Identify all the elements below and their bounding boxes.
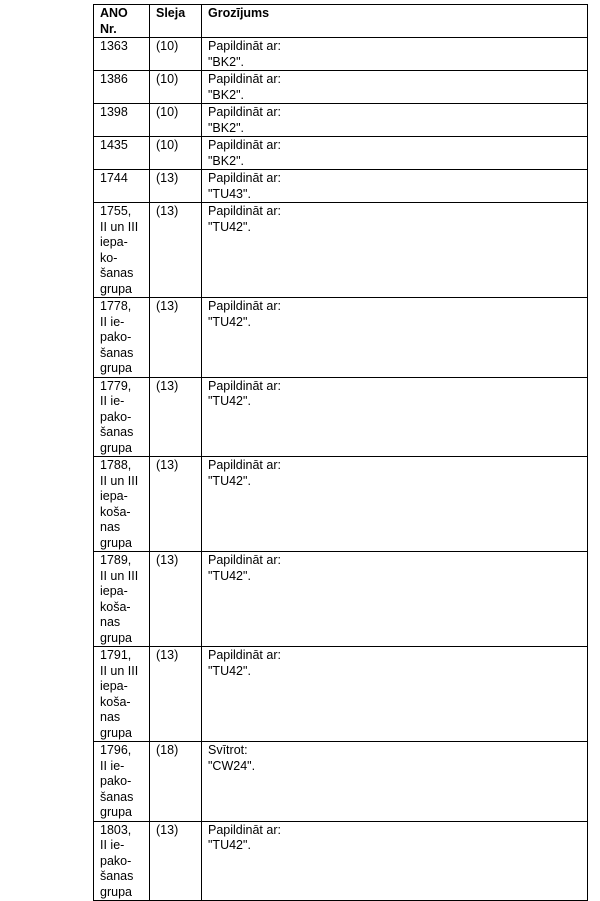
table-row xyxy=(94,377,588,457)
cell-grozijums xyxy=(202,377,588,457)
sleja-value: (13) xyxy=(156,299,179,313)
cell-grozijums xyxy=(202,203,588,298)
cell-ano-nr xyxy=(94,298,150,378)
cell-grozijums xyxy=(202,647,588,742)
ano-nr-line: šanas xyxy=(100,266,134,280)
ano-nr-line: šanas xyxy=(100,425,134,439)
cell-ano-nr xyxy=(94,647,150,742)
cell-grozijums xyxy=(202,457,588,552)
cell-grozijums xyxy=(202,552,588,647)
table-row xyxy=(94,104,588,137)
sleja-value: (13) xyxy=(156,378,179,393)
ano-nr-line: 1796, xyxy=(100,743,132,757)
grozijums-line: Papildināt ar: xyxy=(208,822,281,837)
cell-sleja xyxy=(150,377,202,457)
cell-ano-nr xyxy=(94,38,150,71)
ano-nr-line: 1744 xyxy=(100,171,128,185)
ano-nr-line: 1779, xyxy=(100,378,132,393)
cell-sleja xyxy=(150,457,202,552)
ano-nr-line: koša- xyxy=(100,694,131,709)
ano-nr-line: grupa xyxy=(100,805,132,819)
cell-ano-nr xyxy=(94,821,150,901)
ano-nr-line: iepa- xyxy=(100,679,128,693)
table-row xyxy=(94,170,588,203)
sleja-value: (18) xyxy=(156,743,179,757)
grozijums-line: "BK2". xyxy=(208,120,244,135)
cell-ano-nr xyxy=(94,552,150,647)
grozijums-line: Papildināt ar: xyxy=(208,72,281,86)
cell-ano-nr xyxy=(94,104,150,137)
ano-nr-line: grupa xyxy=(100,361,132,375)
grozijums-line: Papildināt ar: xyxy=(208,171,281,185)
ano-nr-line: grupa xyxy=(100,725,132,740)
ano-nr-line: koša- xyxy=(100,504,131,519)
ano-nr-line: II un III xyxy=(100,568,139,583)
cell-sleja xyxy=(150,821,202,901)
ano-nr-line: 1803, xyxy=(100,822,132,837)
ano-nr-line: II un III xyxy=(100,473,139,488)
grozijums-line: Papildināt ar: xyxy=(208,204,281,218)
grozijums-line: "TU42". xyxy=(208,219,251,234)
ano-nr-line: iepa- xyxy=(100,235,128,249)
table-row xyxy=(94,71,588,104)
ano-nr-line: 1789, xyxy=(100,553,132,567)
cell-sleja xyxy=(150,552,202,647)
sleja-value: (10) xyxy=(156,138,179,152)
ano-nr-line: pako- xyxy=(100,853,132,868)
cell-ano-nr xyxy=(94,742,150,822)
header-nr-line: Nr. xyxy=(100,21,117,36)
ano-nr-line: nas xyxy=(100,710,121,724)
ano-nr-line: grupa xyxy=(100,535,132,550)
grozijums-line: "BK2". xyxy=(208,87,244,102)
ano-nr-line: pako- xyxy=(100,774,132,788)
table-row xyxy=(94,457,588,552)
sleja-value: (13) xyxy=(156,204,179,218)
grozijums-line: "TU43". xyxy=(208,186,251,201)
cell-sleja xyxy=(150,38,202,71)
ano-nr-line: iepa- xyxy=(100,584,128,598)
grozijums-line: Papildināt ar: xyxy=(208,138,281,152)
table-row xyxy=(94,552,588,647)
ano-nr-line: II un III xyxy=(100,219,139,234)
ano-nr-line: šanas xyxy=(100,789,134,804)
grozijums-line: "TU42". xyxy=(208,663,251,678)
grozijums-line: Papildināt ar: xyxy=(208,648,281,662)
header-sleja-label: Sleja xyxy=(156,6,186,20)
cell-sleja xyxy=(150,203,202,298)
sleja-value: (13) xyxy=(156,822,179,837)
cell-ano-nr xyxy=(94,71,150,104)
sleja-value: (13) xyxy=(156,171,179,185)
sleja-value: (10) xyxy=(156,105,179,119)
cell-ano-nr xyxy=(94,457,150,552)
ano-nr-line: grupa xyxy=(100,884,132,899)
grozijums-line: Papildināt ar: xyxy=(208,378,281,393)
header-ano-line: ANO xyxy=(100,6,128,20)
table-row xyxy=(94,203,588,298)
ano-nr-line: koša- xyxy=(100,599,131,614)
cell-grozijums xyxy=(202,38,588,71)
cell-ano-nr xyxy=(94,137,150,170)
ano-nr-line: 1788, xyxy=(100,458,132,472)
ano-nr-line: iepa- xyxy=(100,489,128,503)
cell-grozijums xyxy=(202,104,588,137)
table-row xyxy=(94,821,588,901)
ano-nr-line: 1755, xyxy=(100,204,132,218)
cell-ano-nr xyxy=(94,170,150,203)
ano-nr-line: nas xyxy=(100,615,121,629)
cell-grozijums xyxy=(202,821,588,901)
cell-sleja xyxy=(150,71,202,104)
ano-nr-line: pako- xyxy=(100,330,132,344)
ano-nr-line: šanas xyxy=(100,869,134,883)
table-header-row xyxy=(94,5,588,38)
ano-nr-line: 1778, xyxy=(100,299,132,313)
grozijums-line: Papildināt ar: xyxy=(208,39,281,53)
ano-nr-line: II ie- xyxy=(100,394,125,408)
ano-nr-line: ko- xyxy=(100,250,118,265)
cell-grozijums xyxy=(202,170,588,203)
grozijums-line: "BK2". xyxy=(208,54,244,69)
ano-nr-line: nas xyxy=(100,520,121,534)
header-ano-nr xyxy=(94,5,150,38)
ano-nr-line: II un III xyxy=(100,663,139,678)
grozijums-line: Svītrot: xyxy=(208,743,248,757)
grozijums-line: Papildināt ar: xyxy=(208,299,281,313)
ano-nr-line: 1363 xyxy=(100,39,128,53)
cell-grozijums xyxy=(202,742,588,822)
ano-nr-line: 1791, xyxy=(100,648,132,662)
table-row xyxy=(94,137,588,170)
cell-ano-nr xyxy=(94,377,150,457)
cell-sleja xyxy=(150,170,202,203)
table-body xyxy=(94,38,588,901)
ano-nr-line: pako- xyxy=(100,409,132,424)
grozijums-line: "BK2". xyxy=(208,153,244,168)
ano-nr-line: II ie- xyxy=(100,838,125,852)
sleja-value: (13) xyxy=(156,458,179,472)
ano-nr-line: 1398 xyxy=(100,105,128,119)
cell-grozijums xyxy=(202,298,588,378)
cell-sleja xyxy=(150,298,202,378)
ano-nr-line: II ie- xyxy=(100,314,125,329)
grozijums-line: "TU42". xyxy=(208,473,251,488)
cell-grozijums xyxy=(202,137,588,170)
table-row xyxy=(94,742,588,822)
cell-sleja xyxy=(150,742,202,822)
ano-nr-line: grupa xyxy=(100,630,132,645)
table-row xyxy=(94,38,588,71)
ano-nr-line: 1386 xyxy=(100,72,128,86)
cell-sleja xyxy=(150,647,202,742)
cell-ano-nr xyxy=(94,203,150,298)
sleja-value: (10) xyxy=(156,72,179,86)
grozijums-line: Papildināt ar: xyxy=(208,553,281,567)
cell-sleja xyxy=(150,104,202,137)
table-row xyxy=(94,647,588,742)
ano-nr-line: 1435 xyxy=(100,138,128,152)
grozijums-line: "TU42". xyxy=(208,838,251,852)
sleja-value: (13) xyxy=(156,553,179,567)
amendments-table xyxy=(93,4,588,901)
grozijums-line: "TU42". xyxy=(208,314,251,329)
header-grozijums xyxy=(202,5,588,38)
ano-nr-line: grupa xyxy=(100,281,132,296)
sleja-value: (13) xyxy=(156,648,179,662)
cell-sleja xyxy=(150,137,202,170)
ano-nr-line: šanas xyxy=(100,345,134,360)
table-row xyxy=(94,298,588,378)
ano-nr-line: II ie- xyxy=(100,758,125,773)
grozijums-line: "CW24". xyxy=(208,758,256,773)
cell-grozijums xyxy=(202,71,588,104)
header-grozijums-label: Grozījums xyxy=(208,6,270,20)
grozijums-line: Papildināt ar: xyxy=(208,105,281,119)
grozijums-line: "TU42". xyxy=(208,394,251,408)
header-sleja xyxy=(150,5,202,38)
sleja-value: (10) xyxy=(156,39,179,53)
grozijums-line: "TU42". xyxy=(208,568,251,583)
ano-nr-line: grupa xyxy=(100,440,132,455)
grozijums-line: Papildināt ar: xyxy=(208,458,281,472)
